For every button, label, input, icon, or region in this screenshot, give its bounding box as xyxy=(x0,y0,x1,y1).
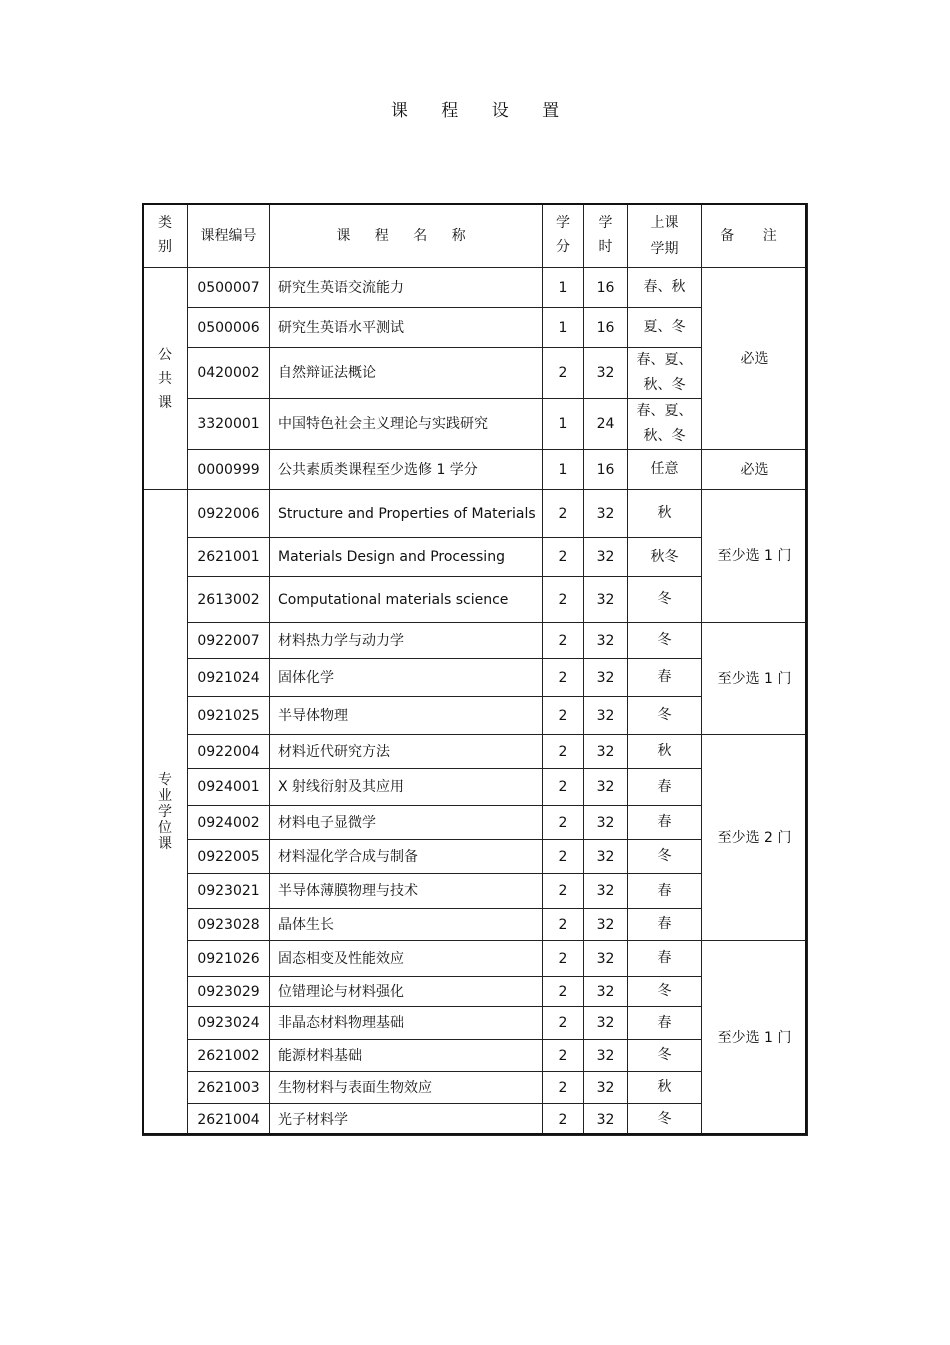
semester-cell: 冬 xyxy=(628,577,702,623)
code-cell: 0922005 xyxy=(188,840,270,874)
credits-cell: 2 xyxy=(543,1040,584,1072)
name-cell: 材料热力学与动力学 xyxy=(270,623,543,659)
credits-cell: 2 xyxy=(543,1007,584,1040)
credits-cell: 1 xyxy=(543,308,584,348)
code-cell: 2621002 xyxy=(188,1040,270,1072)
credits-cell: 2 xyxy=(543,806,584,840)
hours-cell: 32 xyxy=(584,659,628,697)
hours-cell: 16 xyxy=(584,450,628,490)
code-cell: 0420002 xyxy=(188,348,270,399)
table-row xyxy=(143,735,808,769)
credits-cell: 2 xyxy=(543,490,584,538)
note-cell: 至少选 1 门 xyxy=(702,941,808,1136)
header-name: 课 程 名 称 xyxy=(270,204,543,268)
name-cell: Materials Design and Processing xyxy=(270,538,543,577)
name-cell: 材料电子显微学 xyxy=(270,806,543,840)
name-cell: 非晶态材料物理基础 xyxy=(270,1007,543,1040)
name-cell: 固体化学 xyxy=(270,659,543,697)
name-cell: 中国特色社会主义理论与实践研究 xyxy=(270,399,543,450)
semester-cell: 秋 xyxy=(628,735,702,769)
hours-cell: 32 xyxy=(584,735,628,769)
hours-cell: 32 xyxy=(584,490,628,538)
table-row xyxy=(143,268,808,308)
code-cell: 0921025 xyxy=(188,697,270,735)
credits-cell: 2 xyxy=(543,977,584,1007)
semester-cell: 春、夏、秋、冬 xyxy=(628,348,702,399)
hours-cell: 32 xyxy=(584,1040,628,1072)
code-cell: 0923024 xyxy=(188,1007,270,1040)
hours-cell: 32 xyxy=(584,909,628,941)
semester-cell: 冬 xyxy=(628,1040,702,1072)
hours-cell: 32 xyxy=(584,577,628,623)
code-cell: 0500006 xyxy=(188,308,270,348)
code-cell: 0924002 xyxy=(188,806,270,840)
page-title: 课 程 设 置 xyxy=(390,101,574,121)
credits-cell: 1 xyxy=(543,399,584,450)
name-cell: 晶体生长 xyxy=(270,909,543,941)
hours-cell: 32 xyxy=(584,769,628,806)
semester-cell: 春 xyxy=(628,1007,702,1040)
name-cell: 自然辩证法概论 xyxy=(270,348,543,399)
name-cell: 固态相变及性能效应 xyxy=(270,941,543,977)
code-cell: 0923021 xyxy=(188,874,270,909)
semester-cell: 春 xyxy=(628,769,702,806)
credits-cell: 1 xyxy=(543,268,584,308)
header-row xyxy=(143,204,808,268)
note-cell: 至少选 1 门 xyxy=(702,623,808,735)
header-note: 备 注 xyxy=(702,204,808,268)
name-cell: 材料湿化学合成与制备 xyxy=(270,840,543,874)
code-cell: 2613002 xyxy=(188,577,270,623)
header-semester: 上课 学期 xyxy=(628,204,702,268)
name-cell: 生物材料与表面生物效应 xyxy=(270,1072,543,1104)
note-cell: 至少选 2 门 xyxy=(702,735,808,941)
credits-cell: 2 xyxy=(543,538,584,577)
credits-cell: 2 xyxy=(543,840,584,874)
semester-cell: 冬 xyxy=(628,977,702,1007)
semester-cell: 春 xyxy=(628,909,702,941)
credits-cell: 2 xyxy=(543,659,584,697)
table-row xyxy=(143,490,808,538)
hours-cell: 32 xyxy=(584,1072,628,1104)
table-row xyxy=(143,623,808,659)
hours-cell: 16 xyxy=(584,268,628,308)
code-cell: 0923028 xyxy=(188,909,270,941)
name-cell: 公共素质类课程至少选修 1 学分 xyxy=(270,450,543,490)
header-category: 类别 xyxy=(143,204,188,268)
hours-cell: 32 xyxy=(584,941,628,977)
name-cell: 半导体物理 xyxy=(270,697,543,735)
semester-cell: 春、秋 xyxy=(628,268,702,308)
hours-cell: 32 xyxy=(584,538,628,577)
note-cell: 必选 xyxy=(702,268,808,450)
name-cell: Structure and Properties of Materials xyxy=(270,490,543,538)
credits-cell: 1 xyxy=(543,450,584,490)
semester-cell: 春 xyxy=(628,806,702,840)
code-cell: 0500007 xyxy=(188,268,270,308)
semester-cell: 夏、冬 xyxy=(628,308,702,348)
name-cell: 材料近代研究方法 xyxy=(270,735,543,769)
credits-cell: 2 xyxy=(543,735,584,769)
code-cell: 0921024 xyxy=(188,659,270,697)
hours-cell: 32 xyxy=(584,806,628,840)
header-hours: 学时 xyxy=(584,204,628,268)
header-credits: 学分 xyxy=(543,204,584,268)
name-cell: Computational materials science xyxy=(270,577,543,623)
credits-cell: 2 xyxy=(543,909,584,941)
code-cell: 3320001 xyxy=(188,399,270,450)
credits-cell: 2 xyxy=(543,941,584,977)
hours-cell: 32 xyxy=(584,977,628,1007)
note-cell: 必选 xyxy=(702,450,808,490)
note-cell: 至少选 1 门 xyxy=(702,490,808,623)
code-cell: 0922007 xyxy=(188,623,270,659)
hours-cell: 32 xyxy=(584,1104,628,1136)
code-cell: 0000999 xyxy=(188,450,270,490)
code-cell: 2621001 xyxy=(188,538,270,577)
hours-cell: 32 xyxy=(584,348,628,399)
name-cell: 位错理论与材料强化 xyxy=(270,977,543,1007)
credits-cell: 2 xyxy=(543,577,584,623)
credits-cell: 2 xyxy=(543,874,584,909)
code-cell: 0921026 xyxy=(188,941,270,977)
hours-cell: 16 xyxy=(584,308,628,348)
credits-cell: 2 xyxy=(543,697,584,735)
table-row xyxy=(143,941,808,977)
semester-cell: 春 xyxy=(628,659,702,697)
semester-cell: 春 xyxy=(628,874,702,909)
semester-cell: 秋 xyxy=(628,1072,702,1104)
name-cell: 光子材料学 xyxy=(270,1104,543,1136)
hours-cell: 24 xyxy=(584,399,628,450)
semester-cell: 任意 xyxy=(628,450,702,490)
semester-cell: 冬 xyxy=(628,697,702,735)
category-cell: 专业学位课 xyxy=(143,490,188,1136)
header-code: 课程编号 xyxy=(188,204,270,268)
semester-cell: 春、夏、秋、冬 xyxy=(628,399,702,450)
name-cell: 半导体薄膜物理与技术 xyxy=(270,874,543,909)
semester-cell: 秋冬 xyxy=(628,538,702,577)
credits-cell: 2 xyxy=(543,348,584,399)
code-cell: 0924001 xyxy=(188,769,270,806)
name-cell: 研究生英语交流能力 xyxy=(270,268,543,308)
hours-cell: 32 xyxy=(584,874,628,909)
credits-cell: 2 xyxy=(543,1104,584,1136)
course-table xyxy=(142,203,808,1136)
semester-cell: 冬 xyxy=(628,1104,702,1136)
semester-cell: 春 xyxy=(628,941,702,977)
code-cell: 2621003 xyxy=(188,1072,270,1104)
semester-cell: 冬 xyxy=(628,840,702,874)
hours-cell: 32 xyxy=(584,697,628,735)
credits-cell: 2 xyxy=(543,623,584,659)
table-row xyxy=(143,450,808,490)
code-cell: 0923029 xyxy=(188,977,270,1007)
code-cell: 2621004 xyxy=(188,1104,270,1136)
category-cell: 公共课 xyxy=(143,268,188,490)
code-cell: 0922004 xyxy=(188,735,270,769)
name-cell: 研究生英语水平测试 xyxy=(270,308,543,348)
hours-cell: 32 xyxy=(584,623,628,659)
code-cell: 0922006 xyxy=(188,490,270,538)
credits-cell: 2 xyxy=(543,769,584,806)
name-cell: X 射线衍射及其应用 xyxy=(270,769,543,806)
hours-cell: 32 xyxy=(584,1007,628,1040)
hours-cell: 32 xyxy=(584,840,628,874)
semester-cell: 冬 xyxy=(628,623,702,659)
name-cell: 能源材料基础 xyxy=(270,1040,543,1072)
credits-cell: 2 xyxy=(543,1072,584,1104)
semester-cell: 秋 xyxy=(628,490,702,538)
